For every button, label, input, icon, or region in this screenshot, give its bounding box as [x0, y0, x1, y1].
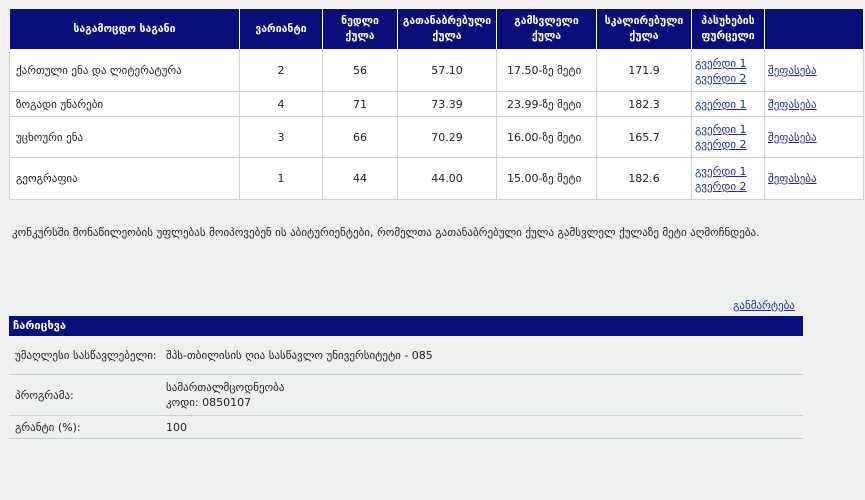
cell-min: 15.00-ზე მეტი [497, 158, 597, 200]
cell-detail [765, 117, 864, 158]
answer-page-2-link[interactable]: გვერდი 2 [695, 138, 747, 151]
header-min-score: გამსვლელი ქულა [497, 9, 597, 50]
grant-value: 100 [166, 420, 187, 434]
answer-page-2-link[interactable]: გვერდი 2 [695, 179, 747, 193]
cell-variant: 4 [240, 92, 323, 117]
table-row [10, 158, 864, 200]
evaluation-link[interactable]: შეფასება [768, 64, 817, 77]
university-value: შპს-თბილისის ღია სასწავლო უნივერსიტეტი - 085 [166, 348, 433, 362]
answer-page-1-link[interactable]: გვერდი 1 [695, 164, 747, 178]
cell-equalized: 57.10 [398, 50, 497, 92]
cell-detail [765, 158, 864, 200]
header-answer-sheet: პასუხების ფურცელი [692, 9, 765, 50]
header-raw-score: ნედლი ქულა [323, 9, 398, 50]
cell-min: 23.99-ზე მეტი [497, 92, 597, 117]
cell-scaled: 182.3 [597, 92, 692, 117]
grant-row [9, 416, 803, 439]
cell-detail [765, 92, 864, 117]
enrollment-title: ჩარიცხვა [9, 316, 803, 336]
cell-answer-sheet [692, 92, 765, 117]
header-equalized-score: გათანაბრებული ქულა [398, 9, 497, 50]
header-scaled-score: სკალირებული ქულა [597, 9, 692, 50]
cell-scaled: 182.6 [597, 158, 692, 200]
cell-detail [765, 50, 864, 92]
program-code: კოდი: 0850107 [166, 396, 252, 409]
table-header-row [10, 9, 864, 50]
evaluation-link[interactable]: შეფასება [768, 172, 817, 185]
cell-min: 17.50-ზე მეტი [497, 50, 597, 92]
enrollment-box [9, 316, 803, 439]
cell-raw: 71 [323, 92, 398, 117]
header-empty [765, 9, 864, 50]
cell-min: 16.00-ზე მეტი [497, 117, 597, 158]
university-label: უმაღლესი სასწავლებელი: [15, 348, 157, 362]
table-row [10, 117, 864, 158]
answer-page-2-link[interactable]: გვერდი 2 [695, 71, 747, 85]
table-row [10, 92, 864, 117]
header-variant: ვარიანტი [240, 9, 323, 50]
program-value [162, 380, 803, 410]
cell-scaled: 171.9 [597, 50, 692, 92]
program-label: პროგრამა: [15, 388, 74, 402]
cell-scaled: 165.7 [597, 117, 692, 158]
cell-raw: 56 [323, 50, 398, 92]
cell-subject: ქართული ენა და ლიტერატურა [10, 50, 240, 92]
cell-answer-sheet [692, 50, 765, 92]
competition-note: კონკურსში მონაწილეობის უფლებას მოიპოვებენ ის აბიტურიენტები, რომელთა გათანაბრებული ქულა გამსვლელ ქულაზე მეტი აღმოჩნდება. [12, 226, 760, 239]
cell-subject: უცხოური ენა [10, 117, 240, 158]
answer-page-1-link[interactable]: გვერდი 1 [695, 56, 747, 70]
cell-subject: გეოგრაფია [10, 158, 240, 200]
cell-variant: 1 [240, 158, 323, 200]
cell-equalized: 44.00 [398, 158, 497, 200]
explanation-link[interactable]: განმარტება [733, 299, 795, 312]
answer-page-1-link[interactable]: გვერდი 1 [695, 123, 747, 136]
evaluation-link[interactable]: შეფასება [768, 130, 817, 144]
cell-raw: 44 [323, 158, 398, 200]
answer-page-1-link[interactable]: გვერდი 1 [695, 97, 747, 111]
cell-variant: 3 [240, 117, 323, 158]
cell-raw: 66 [323, 117, 398, 158]
cell-equalized: 70.29 [398, 117, 497, 158]
evaluation-link[interactable]: შეფასება [768, 97, 817, 111]
cell-answer-sheet [692, 158, 765, 200]
program-name: სამართალმცოდნეობა [166, 381, 285, 394]
program-row [9, 375, 803, 416]
table-row [10, 50, 864, 92]
cell-equalized: 73.39 [398, 92, 497, 117]
cell-answer-sheet [692, 117, 765, 158]
university-row [9, 336, 803, 375]
header-subject: საგამოცდო საგანი [10, 9, 240, 50]
grant-label: გრანტი (%): [15, 420, 81, 434]
scores-table [9, 8, 864, 200]
cell-subject: ზოგადი უნარები [10, 92, 240, 117]
cell-variant: 2 [240, 50, 323, 92]
